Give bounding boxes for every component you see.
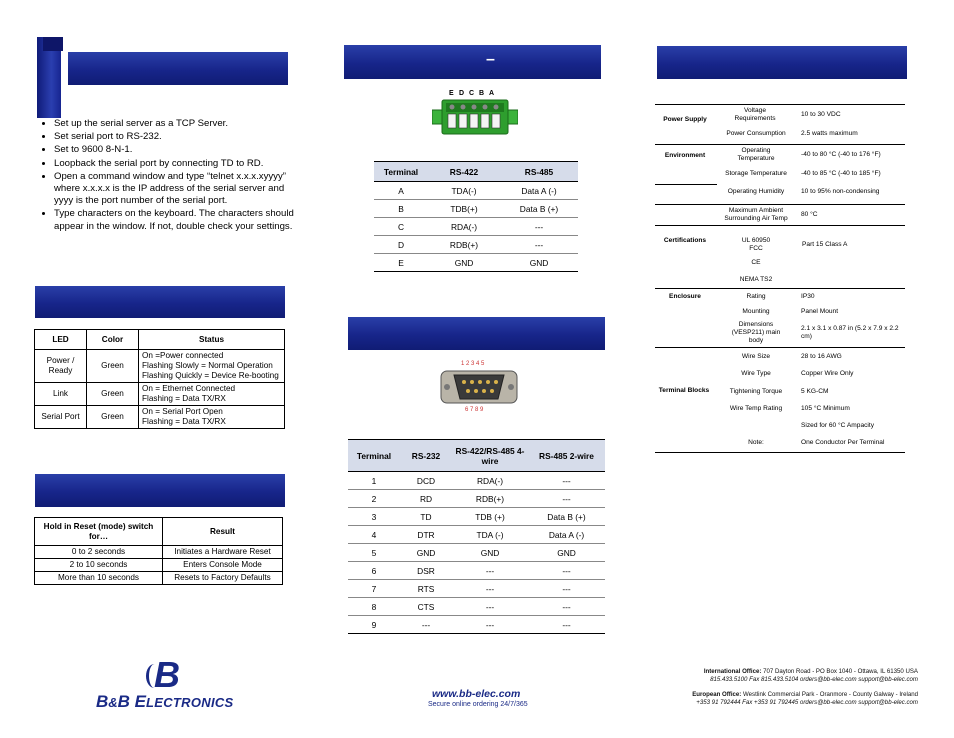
terminal-letter: A: [489, 90, 495, 97]
cert-item: NEMA TS2: [739, 276, 773, 283]
terminal-letter: D: [459, 90, 465, 97]
cert-item: FCC: [749, 245, 763, 252]
reset-table: [34, 517, 283, 585]
status-line: Flashing = Data TX/RX: [142, 417, 226, 426]
reset-duration: 2 to 10 seconds: [35, 559, 163, 572]
led-section-header-bar: [35, 286, 285, 318]
reset-section-header-bar: [35, 474, 285, 507]
cell: RD: [400, 490, 452, 508]
spec-section-enclosure: [655, 288, 905, 347]
spec-label: Wire Type: [741, 370, 771, 377]
spec-value: Sized for 60 °C Ampacity: [801, 422, 875, 429]
spec-value: 10 to 30 VDC: [801, 111, 841, 118]
spec-divider: [655, 184, 717, 185]
spec-value: 2.5 watts maximum: [801, 129, 858, 137]
table-row: [348, 490, 605, 508]
spec-value: One Conductor Per Terminal: [801, 439, 885, 446]
table-row: [35, 559, 283, 572]
company-rest: LECTRONICS: [146, 695, 234, 710]
table-row: [35, 572, 283, 585]
spec-value: 80 °C: [801, 211, 818, 218]
spec-category: Terminal Blocks: [658, 387, 710, 394]
table-row: [348, 598, 605, 616]
spec-value: 10 to 95% non-condensing: [801, 188, 880, 195]
led-name: Serial Port: [35, 406, 87, 429]
setup-step: • Type characters on the keyboard. The characters should appear in the window. If not, double check your settings.: [54, 208, 299, 232]
cell: DSR: [400, 562, 452, 580]
table-row: [374, 182, 578, 200]
terminal-block-table: [374, 161, 578, 272]
cell: DCD: [400, 472, 452, 490]
color-col-header: Color: [87, 330, 139, 350]
cell: D: [374, 236, 428, 254]
cell: RDB(+): [452, 490, 528, 508]
led-color: Green: [87, 406, 139, 429]
cert-item: CE: [751, 259, 761, 266]
status-line: Flashing Slowly = Normal Operation: [142, 361, 273, 370]
led-color: Green: [87, 383, 139, 406]
cell: ---: [452, 616, 528, 634]
status-line: On = Serial Port Open: [142, 407, 223, 416]
company-e: E: [134, 692, 147, 711]
cell: Data A (-): [528, 526, 605, 544]
cell: CTS: [400, 598, 452, 616]
company-b2: B: [117, 692, 135, 711]
rs422-4wire-col-header: RS-422/RS-485 4-wire: [452, 440, 528, 472]
setup-step: • Loopback the serial port by connecting TD to RD.: [54, 158, 299, 170]
cell: 1: [348, 472, 400, 490]
reset-duration: More than 10 seconds: [35, 572, 163, 585]
cell: TD: [400, 508, 452, 526]
terminal-col-header: Terminal: [348, 440, 400, 472]
terminal-col-header: Terminal: [374, 162, 428, 182]
spec-value: 105 °C Minimum: [801, 404, 850, 412]
cell: ---: [528, 616, 605, 634]
spec-value: 5 KG-CM: [801, 387, 829, 395]
reset-duration: 0 to 2 seconds: [35, 546, 163, 559]
rs485-col-header: RS-485: [500, 162, 578, 182]
eu-office-address: Westlink Commercial Park - Oranmore - County Galway - Ireland: [743, 691, 918, 698]
spec-label: Tightening Torque: [729, 387, 783, 395]
spec-label: Wire Temp Rating: [729, 404, 783, 412]
table-row: [348, 544, 605, 562]
cell: B: [374, 200, 428, 218]
cell: ---: [500, 236, 578, 254]
spec-label: Mounting: [742, 307, 770, 315]
setup-step: • Set serial port to RS-232.: [54, 131, 299, 143]
status-line: On =Power connected: [142, 351, 224, 360]
cell: RDA(-): [452, 472, 528, 490]
status-line: On = Ethernet Connected: [142, 384, 236, 393]
db9-pins-bottom-label: 6 7 8 9: [465, 407, 484, 413]
cell: 8: [348, 598, 400, 616]
terminal-letter: E: [449, 90, 454, 97]
spec-label: Voltage Requirements: [734, 107, 776, 122]
cell: TDA (-): [452, 526, 528, 544]
spec-label: Dimensions (VESP211) main body: [731, 320, 781, 344]
terminal-letter: C: [469, 90, 475, 97]
cell: ---: [528, 490, 605, 508]
cert-item: UL 60950: [741, 237, 771, 244]
cell: GND: [400, 544, 452, 562]
status-line: Flashing = Data TX/RX: [142, 394, 226, 403]
spec-value: -40 to 85 °C (-40 to 185 °F): [801, 169, 881, 177]
cell: 5: [348, 544, 400, 562]
table-row: [374, 218, 578, 236]
cell: ---: [452, 598, 528, 616]
cell: GND: [528, 544, 605, 562]
cell: 3: [348, 508, 400, 526]
cell: TDA(-): [428, 182, 500, 200]
cell: ---: [528, 598, 605, 616]
led-name: Link: [35, 383, 87, 406]
cell: 7: [348, 580, 400, 598]
rs485-2wire-col-header: RS-485 2-wire: [528, 440, 605, 472]
intl-office-address: 707 Dayton Road - PO Box 1040 - Ottawa, IL 61350 USA: [763, 668, 918, 675]
spec-value: 28 to 16 AWG: [801, 352, 842, 360]
eu-office: [692, 691, 918, 707]
intl-office-label: International Office:: [703, 668, 762, 675]
spec-section-ambient: [655, 204, 905, 225]
spec-label: Rating: [746, 292, 766, 300]
spec-category: Enclosure: [669, 293, 701, 300]
reset-result-header: Result: [163, 518, 283, 546]
table-row: [348, 508, 605, 526]
table-row: [348, 616, 605, 634]
table-row: [35, 383, 285, 406]
cell: Data A (-): [500, 182, 578, 200]
led-name-text: Power / Ready: [46, 356, 75, 375]
led-col-header: LED: [35, 330, 87, 350]
spec-label: Maximum Ambient Surrounding Air Temp: [724, 207, 788, 222]
specifications-table: [655, 104, 905, 453]
cell: GND: [428, 254, 500, 272]
reset-result: Resets to Factory Defaults: [163, 572, 283, 585]
db9-connector-icon: [440, 368, 518, 406]
header-dash: –: [486, 51, 495, 68]
led-status: [139, 350, 285, 383]
spec-label: Note:: [748, 439, 764, 446]
company-b1: B: [96, 692, 109, 711]
cell: RDA(-): [428, 218, 500, 236]
cell: RTS: [400, 580, 452, 598]
cell: TDB(+): [428, 200, 500, 218]
rs422-col-header: RS-422: [428, 162, 500, 182]
spec-label: Power Consumption: [726, 129, 786, 137]
cell: ---: [500, 218, 578, 236]
eu-office-contact: +353 91 792444 Fax +353 91 792445 orders@bb-elec.com support@bb-elec.com: [696, 699, 918, 706]
table-row: [35, 406, 285, 429]
logo-mark-letter: B: [154, 654, 180, 695]
spec-value: 2.1 x 3.1 x 0.87 in (5.2 x 7.9 x 2.2 cm): [801, 324, 899, 340]
spec-label: Operating Temperature: [737, 147, 775, 162]
cell: ---: [528, 580, 605, 598]
company-logo-mark: [146, 654, 186, 695]
setup-step: • Open a command window and type “telnet x.x.x.xyyyy” where x.x.x.x is the IP address of the serial server and yyyy is the port number of the serial port.: [54, 171, 299, 208]
spec-label: Operating Humidity: [727, 188, 785, 195]
spec-value: IP30: [801, 292, 815, 300]
table-row: [374, 200, 578, 218]
rs232-col-header: RS-232: [400, 440, 452, 472]
spec-value: Panel Mount: [801, 307, 839, 315]
terminal-block-header-bar: [344, 45, 601, 79]
spec-section-environment: [655, 144, 905, 204]
logo-mark-arc: [146, 664, 163, 688]
terminal-block-connector-icon: [432, 98, 518, 138]
cell: E: [374, 254, 428, 272]
spec-value: -40 to 80 °C (-40 to 176 °F): [801, 151, 881, 158]
cell: ---: [452, 562, 528, 580]
corner-accent-tab: [43, 37, 63, 51]
company-amp: &: [108, 695, 118, 710]
spec-section-terminal-blocks: [655, 347, 905, 453]
cell: DTR: [400, 526, 452, 544]
cell: 4: [348, 526, 400, 544]
cell: ---: [452, 580, 528, 598]
table-row: [374, 236, 578, 254]
eu-office-label: European Office:: [692, 691, 742, 698]
led-name: [35, 350, 87, 383]
led-table: [34, 329, 285, 429]
specifications-header-bar: [657, 46, 907, 79]
table-row: [374, 254, 578, 272]
led-status: [139, 406, 285, 429]
spec-category: Environment: [664, 152, 706, 159]
cell: A: [374, 182, 428, 200]
table-row: [348, 580, 605, 598]
cell: Data B (+): [500, 200, 578, 218]
company-name: [96, 692, 234, 712]
cell: ---: [400, 616, 452, 634]
cell: 2: [348, 490, 400, 508]
spec-category: Certifications: [663, 237, 707, 244]
intl-office-contact: 815.433.5100 Fax 815.433.5104 orders@bb-elec.com support@bb-elec.com: [710, 676, 918, 683]
setup-step: • Set up the serial server as a TCP Server.: [54, 118, 299, 130]
reset-result: Initiates a Hardware Reset: [163, 546, 283, 559]
cell: ---: [528, 562, 605, 580]
db9-table: [348, 439, 605, 634]
section-header-bar: [68, 52, 288, 85]
intl-office: [704, 668, 918, 684]
cell: C: [374, 218, 428, 236]
table-row: [35, 350, 285, 383]
table-row: [348, 526, 605, 544]
status-line: Flashing Quickly = Device Re-booting: [142, 371, 279, 380]
db9-header-bar: [348, 317, 605, 350]
spec-category: Power Supply: [663, 116, 707, 123]
spec-value: Copper Wire Only: [801, 370, 854, 377]
spec-section-certifications: [655, 225, 905, 288]
cell: Data B (+): [528, 508, 605, 526]
cell: TDB (+): [452, 508, 528, 526]
led-color: Green: [87, 350, 139, 383]
cell: GND: [500, 254, 578, 272]
spec-label: Storage Temperature: [725, 169, 787, 177]
terminal-letter: B: [479, 90, 485, 97]
spec-label: Wire Size: [741, 352, 771, 360]
table-row: [348, 562, 605, 580]
setup-steps-list: [40, 118, 299, 234]
db9-pins-top-label: 1 2 3 4 5: [461, 361, 485, 367]
led-status: [139, 383, 285, 406]
setup-step: • Set to 9600 8-N-1.: [54, 144, 299, 156]
table-row: [35, 546, 283, 559]
spec-section-power: [655, 104, 905, 144]
table-row: [348, 472, 605, 490]
cell: GND: [452, 544, 528, 562]
cert-value: Part 15 Class A: [802, 241, 848, 248]
reset-result: Enters Console Mode: [163, 559, 283, 572]
cell: 6: [348, 562, 400, 580]
status-col-header: Status: [139, 330, 285, 350]
reset-duration-header: Hold in Reset (mode) switch for…: [35, 518, 163, 546]
cell: ---: [528, 472, 605, 490]
cell: 9: [348, 616, 400, 634]
tagline: Secure online ordering 24/7/365: [428, 701, 528, 708]
cell: RDB(+): [428, 236, 500, 254]
website-link[interactable]: www.bb-elec.com: [432, 688, 521, 700]
